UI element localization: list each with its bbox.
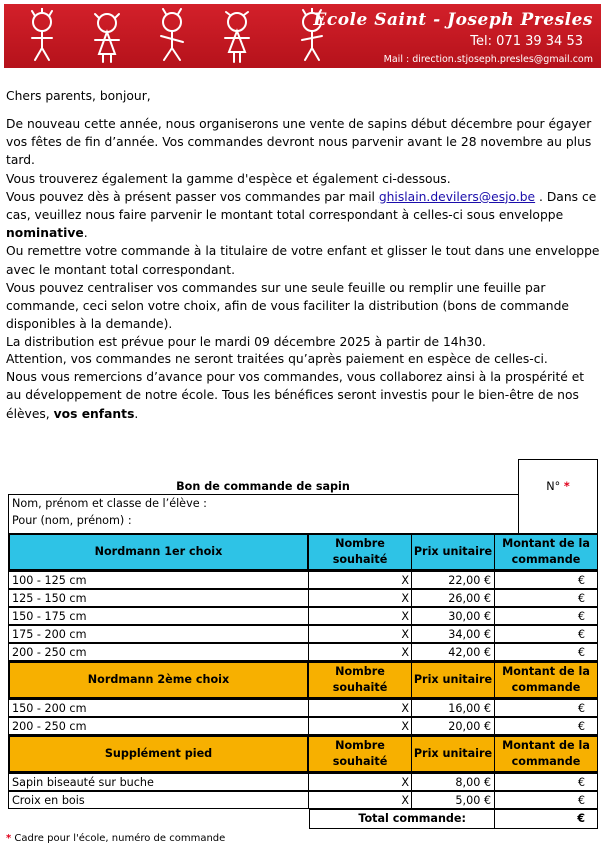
quantity-field[interactable]: X <box>308 773 412 791</box>
order-number-label: N° <box>546 480 561 493</box>
paragraph-8 <box>6 368 601 423</box>
section-name: Nordmann 2ème choix <box>8 661 309 699</box>
column-amount-header: Montant de la commande <box>494 735 598 773</box>
item-label: 125 - 150 cm <box>8 589 309 607</box>
unit-price: 22,00 € <box>411 571 495 589</box>
children-drawing-logo <box>10 8 360 64</box>
order-item-row <box>8 571 598 589</box>
item-label: 200 - 250 cm <box>8 643 309 661</box>
paragraph-3-start: Vous pouvez dès à présent passer vos commandes par mail <box>6 189 379 204</box>
order-item-row <box>8 643 598 661</box>
order-form-title: Bon de commande de sapin <box>8 479 518 495</box>
unit-price: 8,00 € <box>411 773 495 791</box>
school-phone: Tel: 071 39 34 53 <box>470 34 583 49</box>
total-row <box>8 809 598 829</box>
unit-price: 16,00 € <box>411 699 495 717</box>
paragraph-6: La distribution est prévue pour le mardi 09 décembre 2025 à partir de 14h30. <box>6 335 486 350</box>
quantity-field[interactable]: X <box>308 625 412 643</box>
column-price-header: Prix unitaire <box>411 735 495 773</box>
amount-field[interactable]: € <box>494 699 598 717</box>
paragraph-4: Ou remettre votre commande à la titulaire de votre enfant et glisser le tout dans une enveloppe avec le montant total correspondant. <box>6 244 600 277</box>
paragraph-8-start: Nous vous remercions d’avance pour vos commandes, vous collaborez ainsi à la prospérité et au développement de notre école. Tous les bénéfices seront investis pour le bien-être de nos élèves, <box>6 370 585 421</box>
item-label: 100 - 125 cm <box>8 571 309 589</box>
footnote-star: * <box>6 833 12 844</box>
order-item-row <box>8 791 598 809</box>
paragraph-7: Attention, vos commandes ne seront traitées qu’après paiement en espèce de celles-ci. <box>6 352 548 366</box>
paragraph-3 <box>6 188 601 243</box>
total-amount[interactable]: € <box>494 809 598 829</box>
unit-price: 30,00 € <box>411 607 495 625</box>
quantity-field[interactable]: X <box>308 589 412 607</box>
amount-field[interactable]: € <box>494 773 598 791</box>
order-item-row <box>8 625 598 643</box>
school-banner <box>4 4 601 68</box>
order-number-star: * <box>563 480 570 493</box>
order-item-row <box>8 607 598 625</box>
order-item-row <box>8 717 598 735</box>
greeting <box>6 87 601 105</box>
order-item-row <box>8 589 598 607</box>
amount-field[interactable]: € <box>494 607 598 625</box>
column-amount-header: Montant de la commande <box>494 661 598 699</box>
column-price-header: Prix unitaire <box>411 661 495 699</box>
paragraph-8-bold: vos enfants <box>53 406 135 421</box>
unit-price: 34,00 € <box>411 625 495 643</box>
school-name: Ecole Saint - Joseph Presles <box>313 10 593 30</box>
total-label: Total commande: <box>309 809 495 829</box>
column-count-header: Nombre souhaité <box>308 661 412 699</box>
section-name: Nordmann 1er choix <box>8 533 309 571</box>
item-label: 175 - 200 cm <box>8 625 309 643</box>
recipient-label: Pour (nom, prénom) : <box>12 514 132 527</box>
item-label: 150 - 175 cm <box>8 607 309 625</box>
column-count-header: Nombre souhaité <box>308 533 412 571</box>
amount-field[interactable]: € <box>494 791 598 809</box>
paragraph-3-bold: nominative <box>6 226 84 241</box>
quantity-field[interactable]: X <box>308 717 412 735</box>
order-email-link[interactable]: ghislain.devilers@esjo.be <box>378 189 536 204</box>
quantity-field[interactable]: X <box>308 791 412 809</box>
footnote-text: Cadre pour l'école, numéro de commande <box>14 833 226 844</box>
footnote <box>6 833 225 844</box>
amount-field[interactable]: € <box>494 571 598 589</box>
unit-price: 20,00 € <box>411 717 495 735</box>
column-count-header: Nombre souhaité <box>308 735 412 773</box>
student-info-box[interactable] <box>8 495 519 533</box>
paragraph-3-middle: . Dans ce cas, veuillez nous faire parvenir le montant total correspondant à celles-ci sous enveloppe <box>6 189 597 223</box>
column-price-header: Prix unitaire <box>411 533 495 571</box>
unit-price: 26,00 € <box>411 589 495 607</box>
letter-body <box>6 115 601 352</box>
greeting-text: Chers parents, bonjour, <box>6 89 151 103</box>
section-header <box>8 735 598 773</box>
order-item-row <box>8 773 598 791</box>
quantity-field[interactable]: X <box>308 699 412 717</box>
item-label: 150 - 200 cm <box>8 699 309 717</box>
item-label: Sapin biseauté sur buche <box>8 773 309 791</box>
column-amount-header: Montant de la commande <box>494 533 598 571</box>
student-name-label: Nom, prénom et classe de l’élève : <box>12 497 207 510</box>
item-label: 200 - 250 cm <box>8 717 309 735</box>
quantity-field[interactable]: X <box>308 571 412 589</box>
student-info <box>8 495 598 533</box>
school-email: Mail : direction.stjoseph.presles@gmail.com <box>383 54 593 65</box>
unit-price: 5,00 € <box>411 791 495 809</box>
quantity-field[interactable]: X <box>308 607 412 625</box>
paragraph-8-end: . <box>134 406 139 421</box>
quantity-field[interactable]: X <box>308 643 412 661</box>
paragraph-3-end: . <box>83 226 88 241</box>
section-name: Supplément pied <box>8 735 309 773</box>
amount-field[interactable]: € <box>494 625 598 643</box>
order-form-title-row <box>8 479 598 495</box>
amount-field[interactable]: € <box>494 643 598 661</box>
letter-closing <box>6 350 601 423</box>
section-header <box>8 661 598 699</box>
section-header <box>8 533 598 571</box>
order-item-row <box>8 699 598 717</box>
paragraph-1: De nouveau cette année, nous organiserons une vente de sapins début décembre pour égayer vos fêtes de fin d’année. Vos commandes devront nous parvenir avant le 28 novembre au plus tard. <box>6 117 592 168</box>
paragraph-5: Vous pouvez centraliser vos commandes sur une seule feuille ou remplir une feuille par commande, ceci selon votre choix, afin de vous faciliter la distribution (bons de commande disponibles à la demande). <box>6 280 569 332</box>
paragraph-2: Vous trouverez également la gamme d'espèce et également ci-dessous. <box>6 171 451 186</box>
amount-field[interactable]: € <box>494 589 598 607</box>
item-label: Croix en bois <box>8 791 309 809</box>
amount-field[interactable]: € <box>494 717 598 735</box>
unit-price: 42,00 € <box>411 643 495 661</box>
